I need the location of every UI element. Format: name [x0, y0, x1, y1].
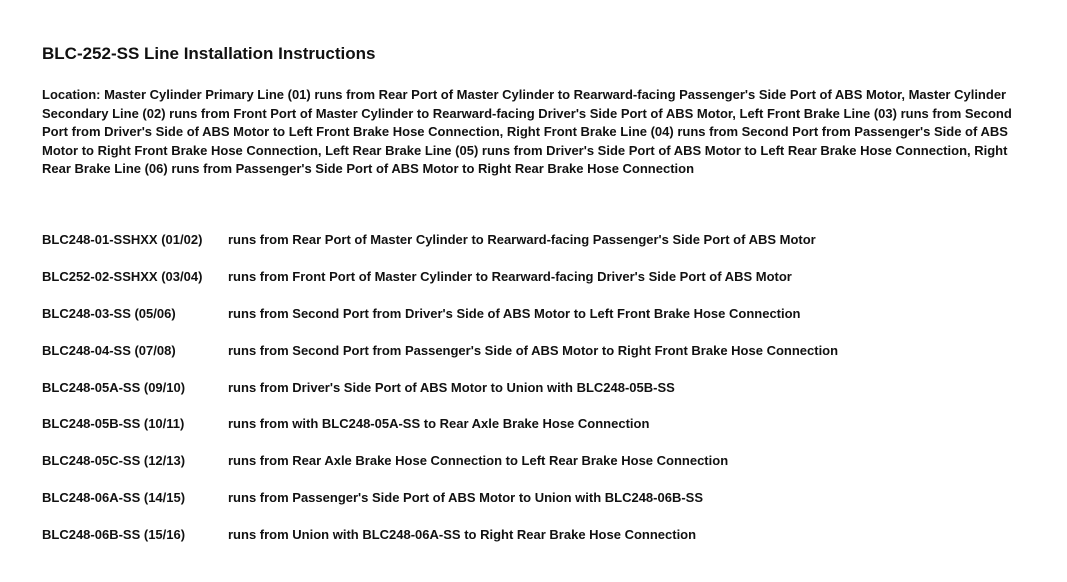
- document-title: BLC-252-SS Line Installation Instructions: [42, 44, 376, 63]
- line-row: [42, 527, 1042, 564]
- line-part-number: BLC252-02-SSHXX (03/04): [42, 268, 203, 284]
- line-row: [42, 490, 1042, 527]
- line-row: [42, 380, 1042, 417]
- line-part-number: BLC248-03-SS (05/06): [42, 305, 176, 321]
- line-description: runs from Passenger's Side Port of ABS Motor to Union with BLC248-06B-SS: [228, 490, 704, 506]
- location-paragraph: Location: Master Cylinder Primary Line (01) runs from Rear Port of Master Cylinder to Rearward-facing Passenger's Side Port of ABS Motor, Master Cylinder Secondary Line (02) runs from Front Port of Master Cylinder to Rearward-facing Driver's Side Port of ABS Motor, Left Front Brake Line (03) runs from Second Port from Driver's Side of ABS Motor to Left Front Brake Hose Connection, Right Front Brake Line (04) runs from Second Port from Passenger's Side of ABS Motor to Right Front Brake Hose Connection, Left Rear Brake Line (05) runs from Driver's Side Port of ABS Motor to Left Rear Brake Hose Connection, Right Rear Brake Line (06) runs from Passenger's Side Port of ABS Motor to Right Rear Brake Hose Connection: [42, 87, 1012, 177]
- line-list: [42, 232, 1042, 564]
- line-part-number: BLC248-05A-SS (09/10): [42, 379, 186, 395]
- line-part-number: BLC248-06A-SS (14/15): [42, 490, 186, 506]
- line-row: [42, 416, 1042, 453]
- line-description: runs from Rear Axle Brake Hose Connection to Left Rear Brake Hose Connection: [228, 453, 729, 469]
- line-description: runs from Union with BLC248-06A-SS to Right Rear Brake Hose Connection: [228, 527, 697, 543]
- line-row: [42, 343, 1042, 380]
- line-description: runs from with BLC248-05A-SS to Rear Axle Brake Hose Connection: [228, 416, 650, 432]
- line-row: [42, 232, 1042, 269]
- line-part-number: BLC248-05B-SS (10/11): [42, 416, 185, 432]
- line-row: [42, 306, 1042, 343]
- line-part-number: BLC248-04-SS (07/08): [42, 342, 176, 358]
- line-description: runs from Rear Port of Master Cylinder to Rearward-facing Passenger's Side Port of ABS Motor: [228, 232, 816, 247]
- line-part-number: BLC248-01-SSHXX (01/02): [42, 232, 203, 247]
- line-row: [42, 453, 1042, 490]
- line-description: runs from Second Port from Passenger's Side of ABS Motor to Right Front Brake Hose Connection: [228, 342, 839, 358]
- line-description: runs from Front Port of Master Cylinder to Rearward-facing Driver's Side Port of ABS Motor: [228, 268, 792, 284]
- line-part-number: BLC248-05C-SS (12/13): [42, 453, 186, 469]
- line-row: [42, 269, 1042, 306]
- line-part-number: BLC248-06B-SS (15/16): [42, 527, 186, 543]
- line-description: runs from Driver's Side Port of ABS Motor to Union with BLC248-05B-SS: [228, 379, 675, 395]
- line-description: runs from Second Port from Driver's Side of ABS Motor to Left Front Brake Hose Connection: [228, 305, 801, 321]
